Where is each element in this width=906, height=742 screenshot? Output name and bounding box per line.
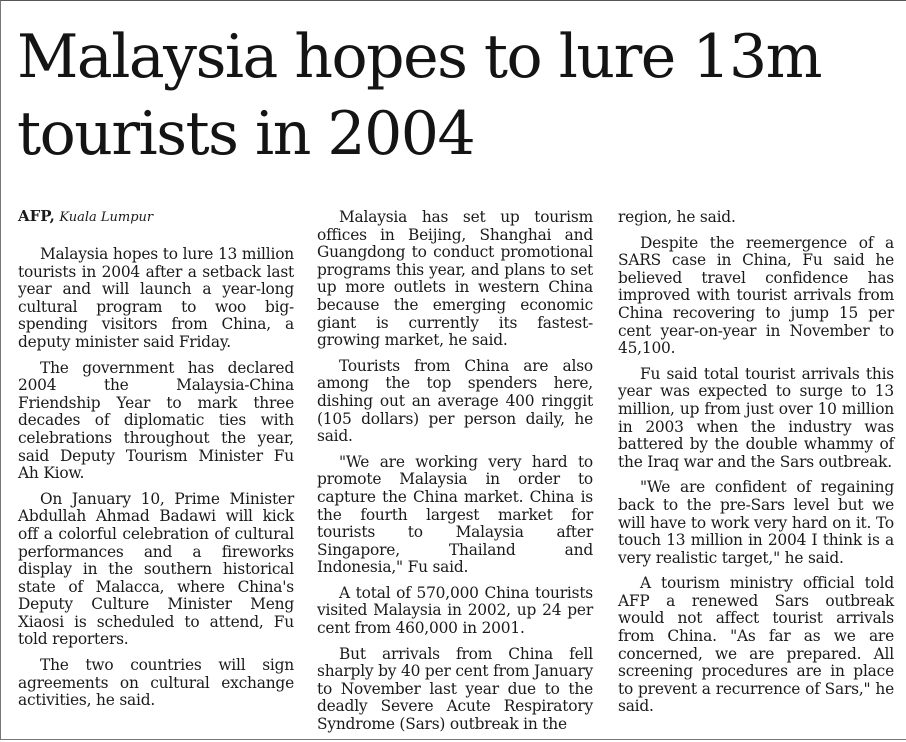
paragraph: Malaysia hopes to lure 13 million tourists in 2004 after a setback last year and will launch a year-long cultural program to woo big-spending visitors from China, a deputy minister said Friday. (18, 245, 294, 351)
paragraph-continued: region, he said. (618, 208, 736, 226)
byline (18, 207, 153, 227)
paragraph: The two countries will sign agreements on cultural exchange activities, he said. (18, 656, 294, 710)
paragraph: "We are confident of regaining back to the pre-Sars level but we will have to work very hard on it. To touch 13 million in 2004 I think is a very realistic target," he said. (618, 478, 894, 567)
paragraph: A total of 570,000 China tourists visited Malaysia in 2002, up 24 per cent from 460,000 in 2001. (317, 583, 593, 638)
article-column-1 (18, 246, 294, 718)
paragraph: Despite the reemergence of a SARS case in China, Fu said he believed travel confidence has improved with tourist arrivals from China recovering to jump 15 per cent year-on-year in November to 45,100. (618, 233, 894, 358)
article-column-2 (317, 209, 593, 742)
byline-agency: AFP, (18, 207, 55, 225)
paragraph: On January 10, Prime Minister Abdullah Ahmad Badawi will kick off a colorful celebration of cultural performances and a fireworks display in the southern historical state of Malacca, where China's Deputy Culture Minister Meng Xiaosi is scheduled to attend, Fu told reporters. (18, 489, 294, 649)
headline: Malaysia hopes to lure 13m tourists in 2004 (17, 22, 822, 169)
byline-location: Kuala Lumpur (59, 210, 154, 225)
paragraph: Tourists from China are also among the top spenders here, dishing out an average 400 ringgit (105 dollars) per person daily, he said. (317, 356, 593, 446)
paragraph: Fu said total tourist arrivals this year was expected to surge to 13 million, up from just over 10 million in 2003 when the industry was battered by the double whammy of the Iraq war and the Sars outbreak. (618, 364, 894, 471)
paragraph: Malaysia has set up tourism offices in Beijing, Shanghai and Guangdong to conduct promotional programs this year, and plans to set up more outlets in western China because the emerging economic giant is currently its fastest-growing market, he said. (317, 208, 593, 350)
article-column-3 (618, 209, 894, 724)
paragraph: A tourism ministry official told AFP a renewed Sars outbreak would not affect tourist arrivals from China. "As far as we are concerned, we are prepared. All screening procedures are in place to prevent a recurrence of Sars," he said. (618, 574, 894, 716)
paragraph: The government has declared 2004 the Malaysia-China Friendship Year to mark three decades of diplomatic ties with celebrations throughout the year, said Deputy Tourism Minister Fu Ah Kiow. (18, 358, 294, 483)
paragraph: "We are working very hard to promote Malaysia in order to capture the China market. China is the fourth largest market for tourists to Malaysia after Singapore, Thailand and Indonesia," Fu said. (317, 452, 593, 577)
paragraph: But arrivals from China fell sharply by 40 per cent from January to November last year due to the deadly Severe Acute Respiratory Syndrome (Sars) outbreak in the (317, 644, 593, 734)
